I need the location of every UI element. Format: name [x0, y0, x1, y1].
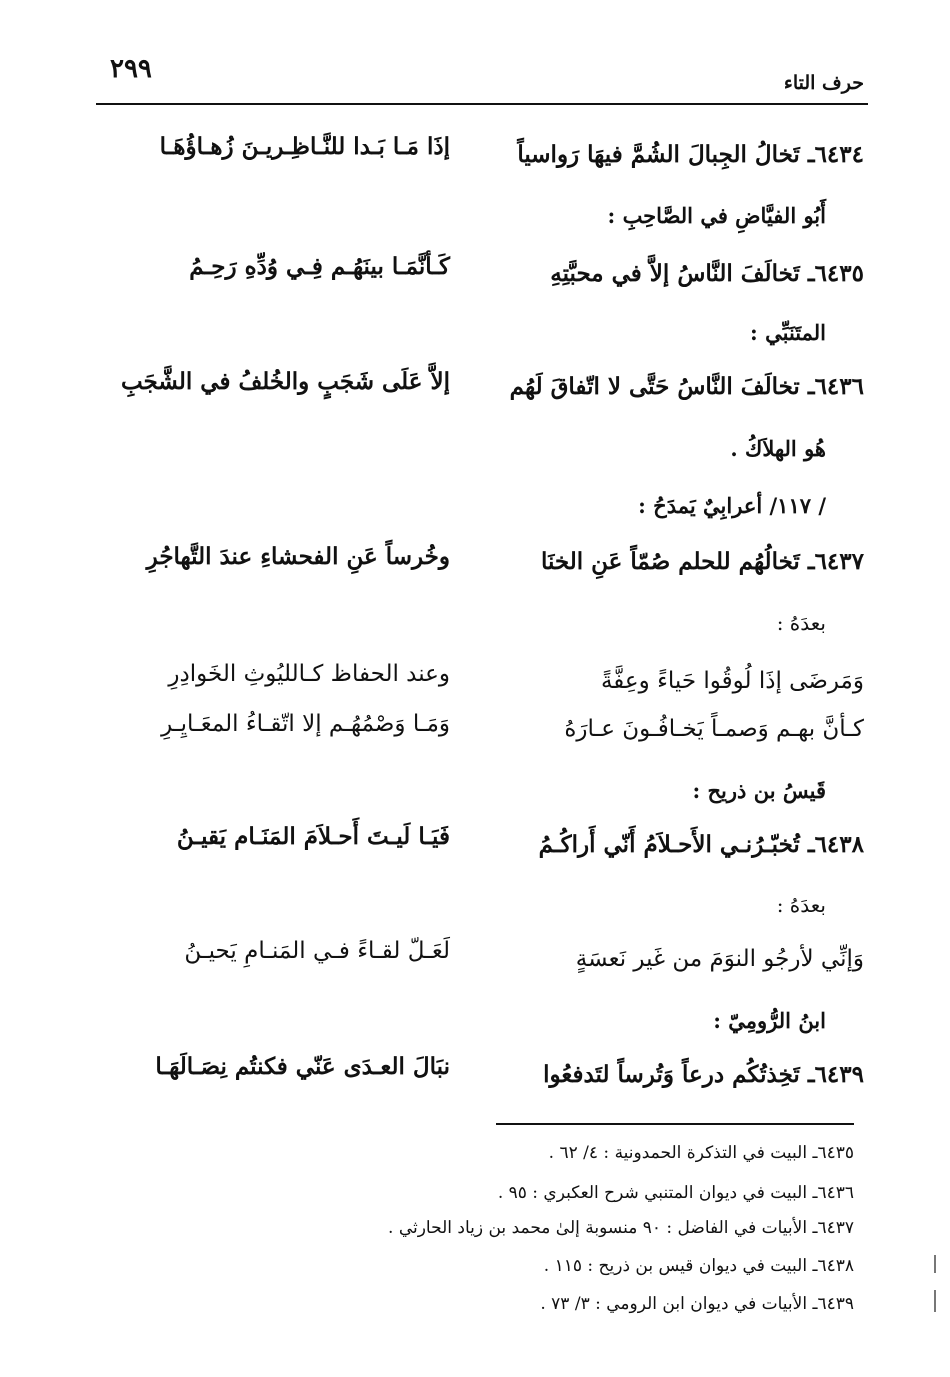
- poet-attribution: / ١١٧/ أعرابِيٌ يَمدَحُ :: [638, 493, 826, 518]
- verse-6437-second-hemistich: وخُرساً عَنِ الفحشاءِ عندَ التَّهاجُرِ: [146, 543, 450, 570]
- verse-6438-following-second: لَعَـلّ لقـاءً فـي المَنـامِ يَحيـنُ: [184, 938, 450, 964]
- verse-6437-following-second: وَمَـا وَصْمُهُـم إلا اتّقـاءُ المعَـايِـرِ: [161, 711, 450, 737]
- verse-6437-following-first: كـأنَّ بهـم وَصمـاً يَخـافُـونَ عـارَهُ: [564, 716, 864, 742]
- footnote-6439: ٦٤٣٩ـ الأبيات في ديوان ابن الرومي : ٣/ ٧٣ .: [540, 1294, 854, 1314]
- following-label: بعدَهُ :: [776, 611, 826, 635]
- poet-attribution: أَبُو الفيَّاضِ في الصَّاحِبِ :: [607, 203, 826, 228]
- verse-6439-first-hemistich: ٦٤٣٩ـ تَخِذتُكُم درعاً وَتُرساً لتَدفعُوا: [543, 1061, 864, 1088]
- poet-attribution: المتَنَبِّي :: [750, 320, 826, 345]
- verse-6438-first-hemistich: ٦٤٣٨ـ تُخبّـرُنـي الأَحـلاَمُ أَنّي أَراكُـمُ: [538, 831, 864, 858]
- verse-6434-second-hemistich: إذَا مَـا بَـدا للنَّـاظِـريـنَ زُهـاؤُهَـا: [159, 133, 450, 160]
- verse-6436-second-hemistich: إلاَّ عَلَى شَجَبٍ والخُلفُ في الشَّجَبِ: [120, 368, 450, 395]
- verse-6437-following-second: وعند الحفاظ كـالليُوثِ الخَوادِرِ: [168, 661, 450, 687]
- page-number: ٢٩٩: [110, 54, 152, 84]
- header-rule: [96, 103, 868, 105]
- running-head: حرف التاء: [783, 72, 864, 94]
- footnote-6438: ٦٤٣٨ـ البيت في ديوان قيس بن ذريح : ١١٥ .: [543, 1256, 854, 1276]
- footnote-rule: [496, 1123, 854, 1125]
- verse-continuation: هُو الهلاَكُ .: [730, 436, 826, 461]
- verse-6435-first-hemistich: ٦٤٣٥ـ تَخالَفَ النَّاسُ إلاَّ في محبَّتِهِ: [550, 260, 864, 287]
- verse-6438-second-hemistich: فَيَـا لَيـتَ أَحـلاَمَ المَنَـام يَقيـنُ: [176, 823, 450, 850]
- footnote-6436: ٦٤٣٦ـ البيت في ديوان المتنبي شرح العكبري : ٩٥ .: [497, 1183, 854, 1203]
- verse-6434-first-hemistich: ٦٤٣٤ـ تَخالُ الجِبالَ الشُمَّ فيهَا رَواسياً: [517, 141, 864, 168]
- footnote-6437: ٦٤٣٧ـ الأبيات في الفاضل : ٩٠ منسوبة إلىٰ محمد بن زياد الحارثي .: [388, 1218, 854, 1238]
- verse-6438-following-first: وَإنِّي لأرجُو النوَمَ من غَير نَعسَةٍ: [575, 946, 864, 972]
- verse-6437-first-hemistich: ٦٤٣٧ـ تَخالُهُم للحلم صُمّاً عَنِ الخنَا: [540, 548, 864, 575]
- verse-6437-following-first: وَمَرضَى إذَا لُوقُوا حَياءً وعِفَّةً: [600, 668, 864, 694]
- scan-edge-mark: [934, 1290, 936, 1312]
- following-label: بعدَهُ :: [776, 893, 826, 917]
- poet-attribution: قَيسُ بن ذريح :: [692, 778, 826, 803]
- verse-6439-second-hemistich: نبَالَ العـدَى عَنّي فكنتُم نِصَـالَهَـا: [155, 1053, 450, 1080]
- scan-edge-mark: [934, 1255, 936, 1273]
- verse-6435-second-hemistich: كَـأنَّمَـا بينَهُـم فِـي وُدِّهِ رَحِـمُ: [189, 253, 450, 280]
- poet-attribution: ابنُ الرُّومِيّ :: [713, 1008, 826, 1033]
- verse-6436-first-hemistich: ٦٤٣٦ـ تخالَفَ النَّاسُ حَتَّى لا اتّفاقَ لَهُم: [509, 373, 864, 400]
- footnote-6435: ٦٤٣٥ـ البيت في التذكرة الحمدونية : ٤/ ٦٢ .: [548, 1143, 854, 1163]
